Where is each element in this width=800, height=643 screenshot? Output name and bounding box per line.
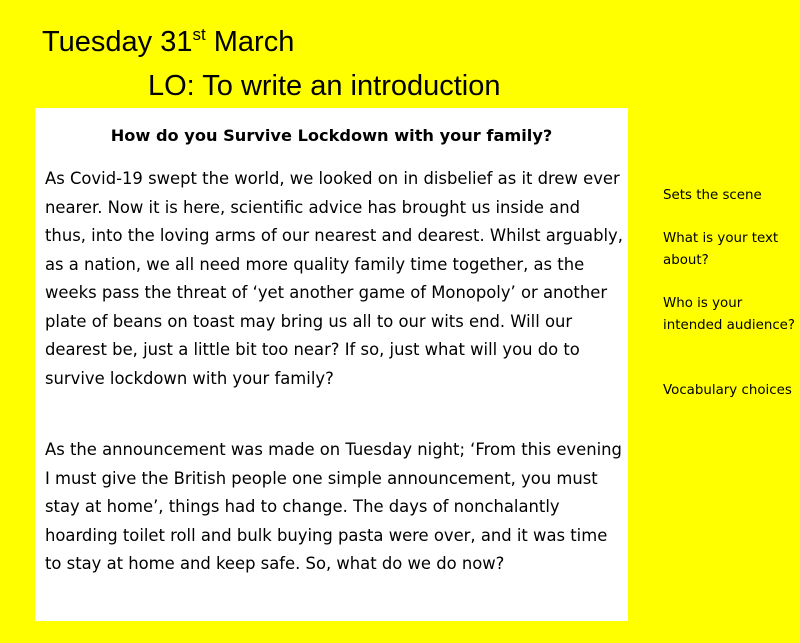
annotation-vocabulary: Vocabulary choices <box>663 383 792 398</box>
date-prefix: Tuesday 31 <box>42 26 193 58</box>
annotation-audience: Who is your intended audience? <box>663 296 796 333</box>
annotation-column <box>663 0 800 643</box>
annotation-sets-the-scene: Sets the scene <box>663 188 762 203</box>
date-heading <box>42 24 294 60</box>
article-panel <box>35 108 628 621</box>
annotation-text-about: What is your text about? <box>663 231 779 268</box>
article-paragraph-1: As Covid-19 swept the world, we looked on in disbelief as it drew ever nearer. Now it is here, scientific advice has brought us inside and thus, into the loving arms of our nearest and dearest. Whilst arguably, as a nation, we all need more quality family time together, as the weeks pass the threat of ‘yet another game of Monopoly’ or another plate of beans on toast may bring us all to our wits end. Will our dearest be, just a little bit too near? If so, just what will you do to survive lockdown with your family? <box>45 169 623 388</box>
date-month: March <box>205 26 295 58</box>
date-ordinal-suffix: st <box>192 25 206 44</box>
learning-objective: LO: To write an introduction <box>148 70 501 102</box>
article-paragraph-2: As the announcement was made on Tuesday night; ‘From this evening I must give the British people one simple announcement, you must stay at home’, things had to change. The days of nonchalantly hoarding toilet roll and bulk buying pasta were over, and it was time to stay at home and keep safe. So, what do we do now? <box>45 440 622 573</box>
article-heading: How do you Survive Lockdown with your family? <box>110 126 553 145</box>
